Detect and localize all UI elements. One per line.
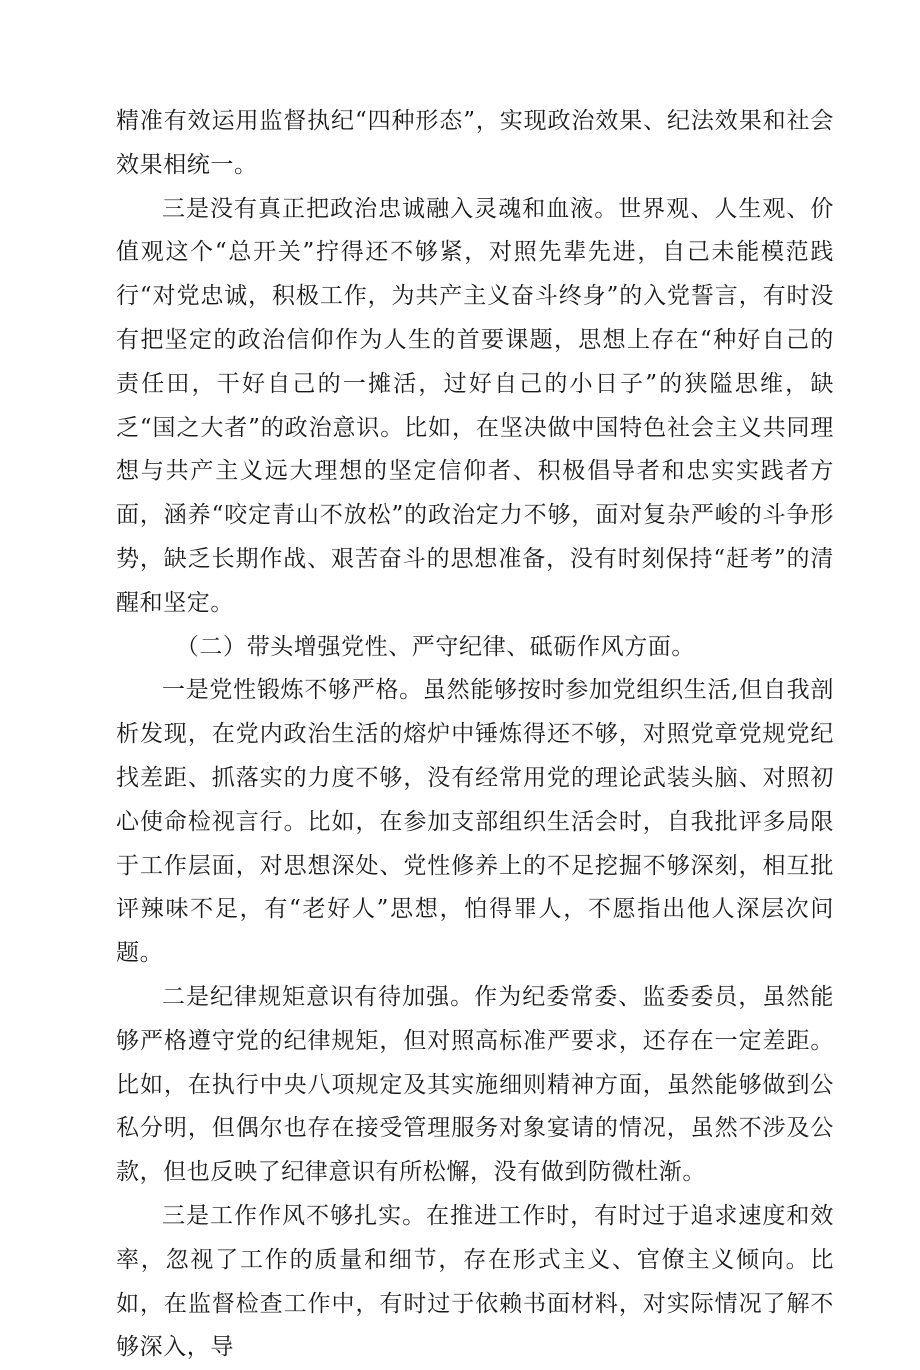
paragraph-party-spirit: 一是党性锻炼不够严格。虽然能够按时参加党组织生活,但自我剖析发现，在党内政治生活的熔炉中锤炼得还不够，对照党章党规党纪找差距、抓落实的力度不够，没有经常用党的理论武装头脑、对照初心使命检视言行。比如，在参加支部组织生活会时，自我批评多局限于工作层面，对思想深处、党性修养上的不足挖掘不够深刻，相互批评辣味不足，有“老好人”思想，怕得罪人，不愿指出他人深层次问题。 [116, 677, 834, 967]
paragraph-discipline: 二是纪律规矩意识有待加强。作为纪委常委、监委委员，虽然能够严格遵守党的纪律规矩，但对照高标准严要求，还存在一定差距。比如，在执行中央八项规定及其实施细则精神方面，虽然能够做到公私分明，但偶尔也存在接受管理服务对象宴请的情况，虽然不涉及公款，但也反映了纪律意识有所松懈，没有做到防微杜渐。 [116, 983, 834, 1186]
paragraph-work-style: 三是工作作风不够扎实。在推进工作时，有时过于追求速度和效率，忽视了工作的质量和细节，存在形式主义、官僚主义倾向。比如，在监督检查工作中，有时过于依赖书面材料，对实际情况了解不够深入，导 [116, 1202, 834, 1361]
section-heading: （二）带头增强党性、严守纪律、砥砺作风方面。 [175, 633, 695, 660]
paragraph-political-loyalty: 三是没有真正把政治忠诚融入灵魂和血液。世界观、人生观、价值观这个“总开关”拧得还不够紧，对照先辈先进，自己未能模范践行“对党忠诚，积极工作，为共产主义奋斗终身”的入党誓言，有时没有把坚定的政治信仰作为人生的首要课题，思想上存在“种好自己的责任田，干好自己的一摊活，过好自己的小日子”的狭隘思维，缺乏“国之大者”的政治意识。比如，在坚决做中国特色社会主义共同理想与共产主义远大理想的坚定信仰者、积极倡导者和忠实实践者方面，涵养“咬定青山不放松”的政治定力不够，面对复杂严峻的斗争形势，缺乏长期作战、艰苦奋斗的思想准备，没有时刻保持“赶考”的清醒和坚定。 [116, 195, 834, 616]
document-body [116, 100, 834, 1370]
paragraph-continuation: 精准有效运用监督执纪“四种形态”，实现政治效果、纪法效果和社会效果相统一。 [116, 108, 834, 178]
